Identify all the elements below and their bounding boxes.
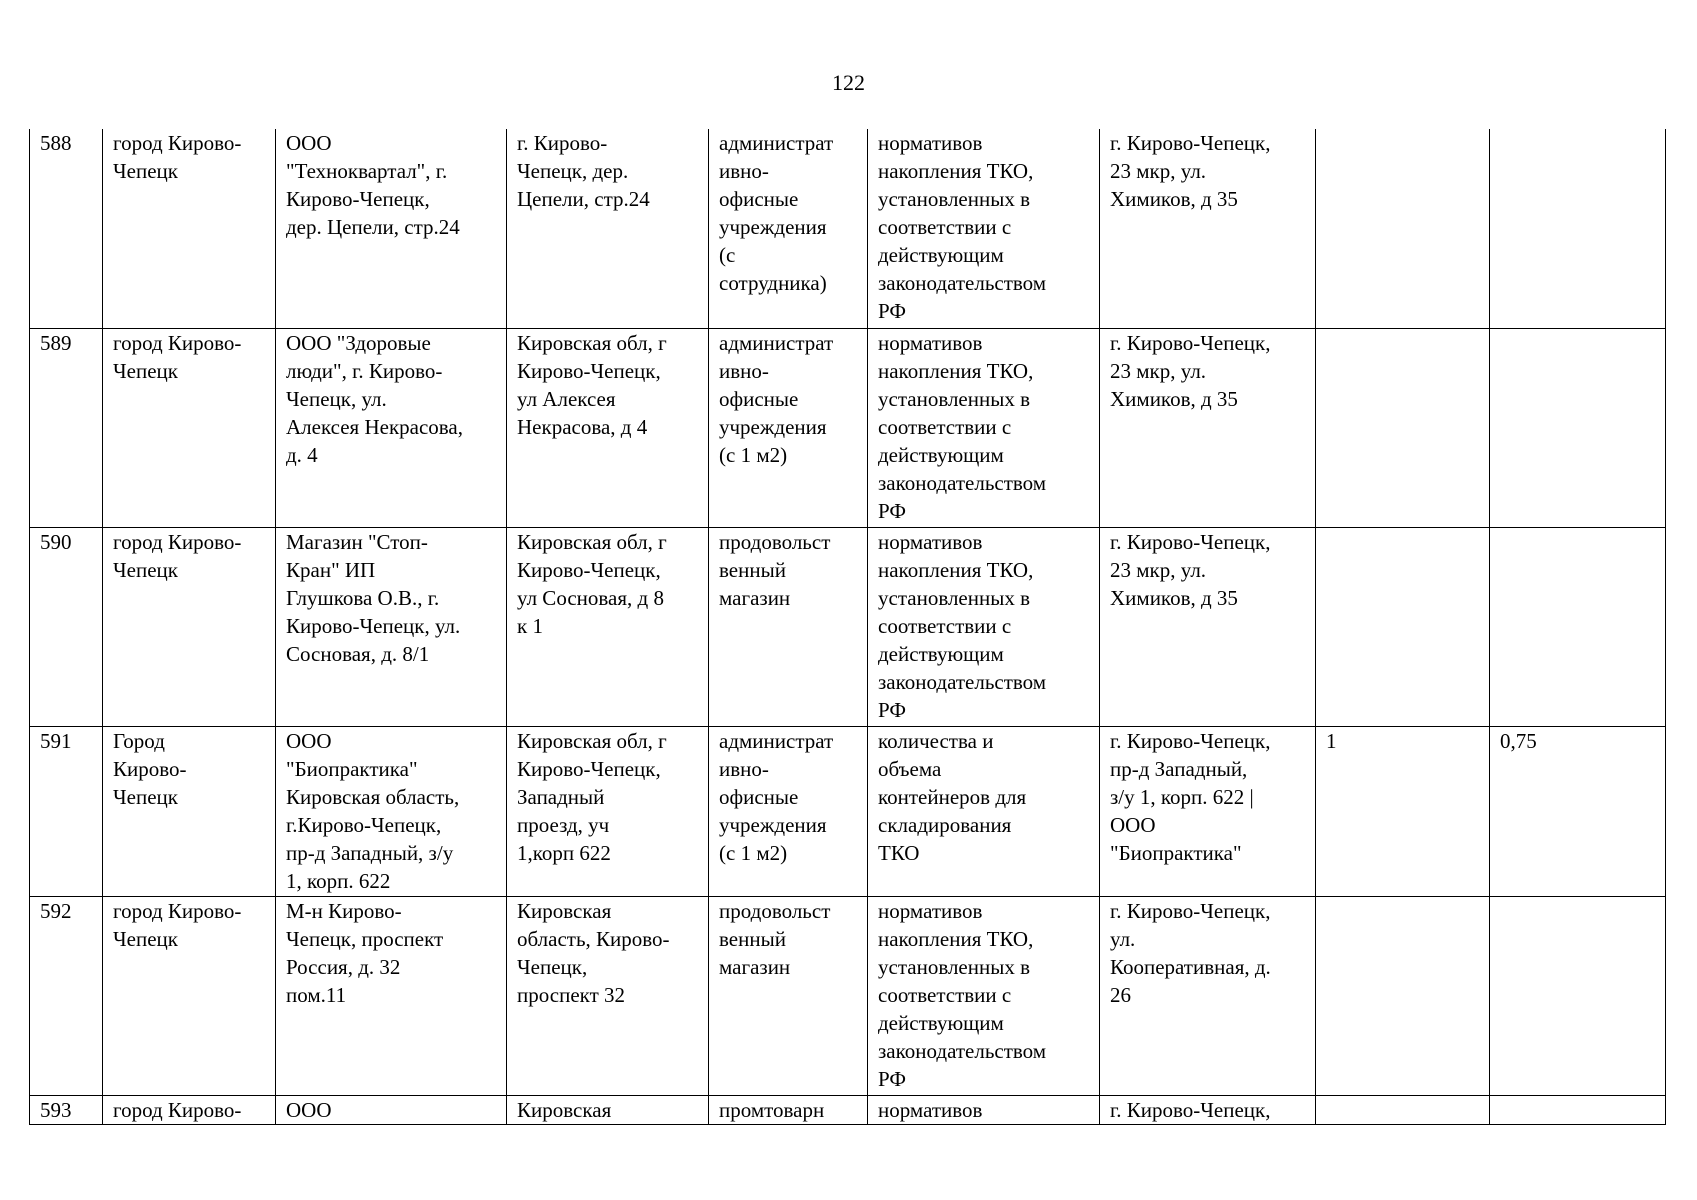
organization-cell: ООО — [276, 1095, 507, 1124]
address-cell: Кировская — [507, 1095, 709, 1124]
row-number-cell: 591 — [30, 726, 103, 896]
settlement-cell: город Кирово- Чепецк — [103, 896, 276, 1095]
category-cell: администрат ивно- офисные учреждения (с сотрудника) — [709, 129, 868, 328]
address-cell: г. Кирово- Чепецк, дер. Цепели, стр.24 — [507, 129, 709, 328]
containers-cell — [1316, 129, 1490, 328]
containers-cell: 1 — [1316, 726, 1490, 896]
organization-cell: ООО "Биопрактика" Кировская область, г.Кирово-Чепецк, пр-д Западный, з/у 1, корп. 622 — [276, 726, 507, 896]
containers-cell — [1316, 896, 1490, 1095]
address-cell: Кировская обл, г Кирово-Чепецк, ул Сосновая, д 8 к 1 — [507, 527, 709, 726]
volume-cell — [1490, 527, 1666, 726]
calculation-method-cell: нормативов накопления ТКО, установленных в соответствии с действующим законодательством РФ — [868, 328, 1100, 527]
category-cell: администрат ивно- офисные учреждения (с 1 м2) — [709, 726, 868, 896]
site-cell: г. Кирово-Чепецк, — [1100, 1095, 1316, 1124]
page-number: 122 — [832, 70, 865, 95]
volume-cell — [1490, 328, 1666, 527]
settlement-cell: город Кирово- — [103, 1095, 276, 1124]
address-cell: Кировская область, Кирово- Чепецк, проспект 32 — [507, 896, 709, 1095]
volume-cell — [1490, 1095, 1666, 1124]
settlement-cell: город Кирово- Чепецк — [103, 129, 276, 328]
waste-sites-table — [29, 129, 1666, 1125]
organization-cell: ООО "Техноквартал", г. Кирово-Чепецк, дер. Цепели, стр.24 — [276, 129, 507, 328]
settlement-cell: город Кирово- Чепецк — [103, 527, 276, 726]
organization-cell: ООО "Здоровые люди", г. Кирово- Чепецк, ул. Алексея Некрасова, д. 4 — [276, 328, 507, 527]
table-row — [30, 1095, 1666, 1124]
row-number-cell: 592 — [30, 896, 103, 1095]
volume-cell — [1490, 896, 1666, 1095]
row-number-cell: 590 — [30, 527, 103, 726]
table-row — [30, 129, 1666, 328]
calculation-method-cell: нормативов накопления ТКО, установленных в соответствии с действующим законодательством РФ — [868, 129, 1100, 328]
calculation-method-cell: нормативов накопления ТКО, установленных в соответствии с действующим законодательством РФ — [868, 896, 1100, 1095]
row-number-cell: 593 — [30, 1095, 103, 1124]
organization-cell: Магазин "Стоп- Кран" ИП Глушкова О.В., г. Кирово-Чепецк, ул. Сосновая, д. 8/1 — [276, 527, 507, 726]
calculation-method-cell: нормативов — [868, 1095, 1100, 1124]
table-row — [30, 896, 1666, 1095]
row-number-cell: 589 — [30, 328, 103, 527]
table-row — [30, 726, 1666, 896]
containers-cell — [1316, 328, 1490, 527]
containers-cell — [1316, 527, 1490, 726]
site-cell: г. Кирово-Чепецк, 23 мкр, ул. Химиков, д 35 — [1100, 129, 1316, 328]
address-cell: Кировская обл, г Кирово-Чепецк, Западный проезд, уч 1,корп 622 — [507, 726, 709, 896]
table-row — [30, 527, 1666, 726]
category-cell: администрат ивно- офисные учреждения (с 1 м2) — [709, 328, 868, 527]
site-cell: г. Кирово-Чепецк, пр-д Западный, з/у 1, корп. 622 | ООО "Биопрактика" — [1100, 726, 1316, 896]
volume-cell — [1490, 129, 1666, 328]
site-cell: г. Кирово-Чепецк, 23 мкр, ул. Химиков, д 35 — [1100, 328, 1316, 527]
category-cell: продовольст венный магазин — [709, 896, 868, 1095]
category-cell: промтоварн — [709, 1095, 868, 1124]
category-cell: продовольст венный магазин — [709, 527, 868, 726]
site-cell: г. Кирово-Чепецк, ул. Кооперативная, д. 26 — [1100, 896, 1316, 1095]
settlement-cell: город Кирово- Чепецк — [103, 328, 276, 527]
address-cell: Кировская обл, г Кирово-Чепецк, ул Алексея Некрасова, д 4 — [507, 328, 709, 527]
table-row — [30, 328, 1666, 527]
site-cell: г. Кирово-Чепецк, 23 мкр, ул. Химиков, д 35 — [1100, 527, 1316, 726]
containers-cell — [1316, 1095, 1490, 1124]
calculation-method-cell: количества и объема контейнеров для складирования ТКО — [868, 726, 1100, 896]
row-number-cell: 588 — [30, 129, 103, 328]
settlement-cell: Город Кирово- Чепецк — [103, 726, 276, 896]
volume-cell: 0,75 — [1490, 726, 1666, 896]
calculation-method-cell: нормативов накопления ТКО, установленных в соответствии с действующим законодательством РФ — [868, 527, 1100, 726]
organization-cell: М-н Кирово- Чепецк, проспект Россия, д. 32 пом.11 — [276, 896, 507, 1095]
